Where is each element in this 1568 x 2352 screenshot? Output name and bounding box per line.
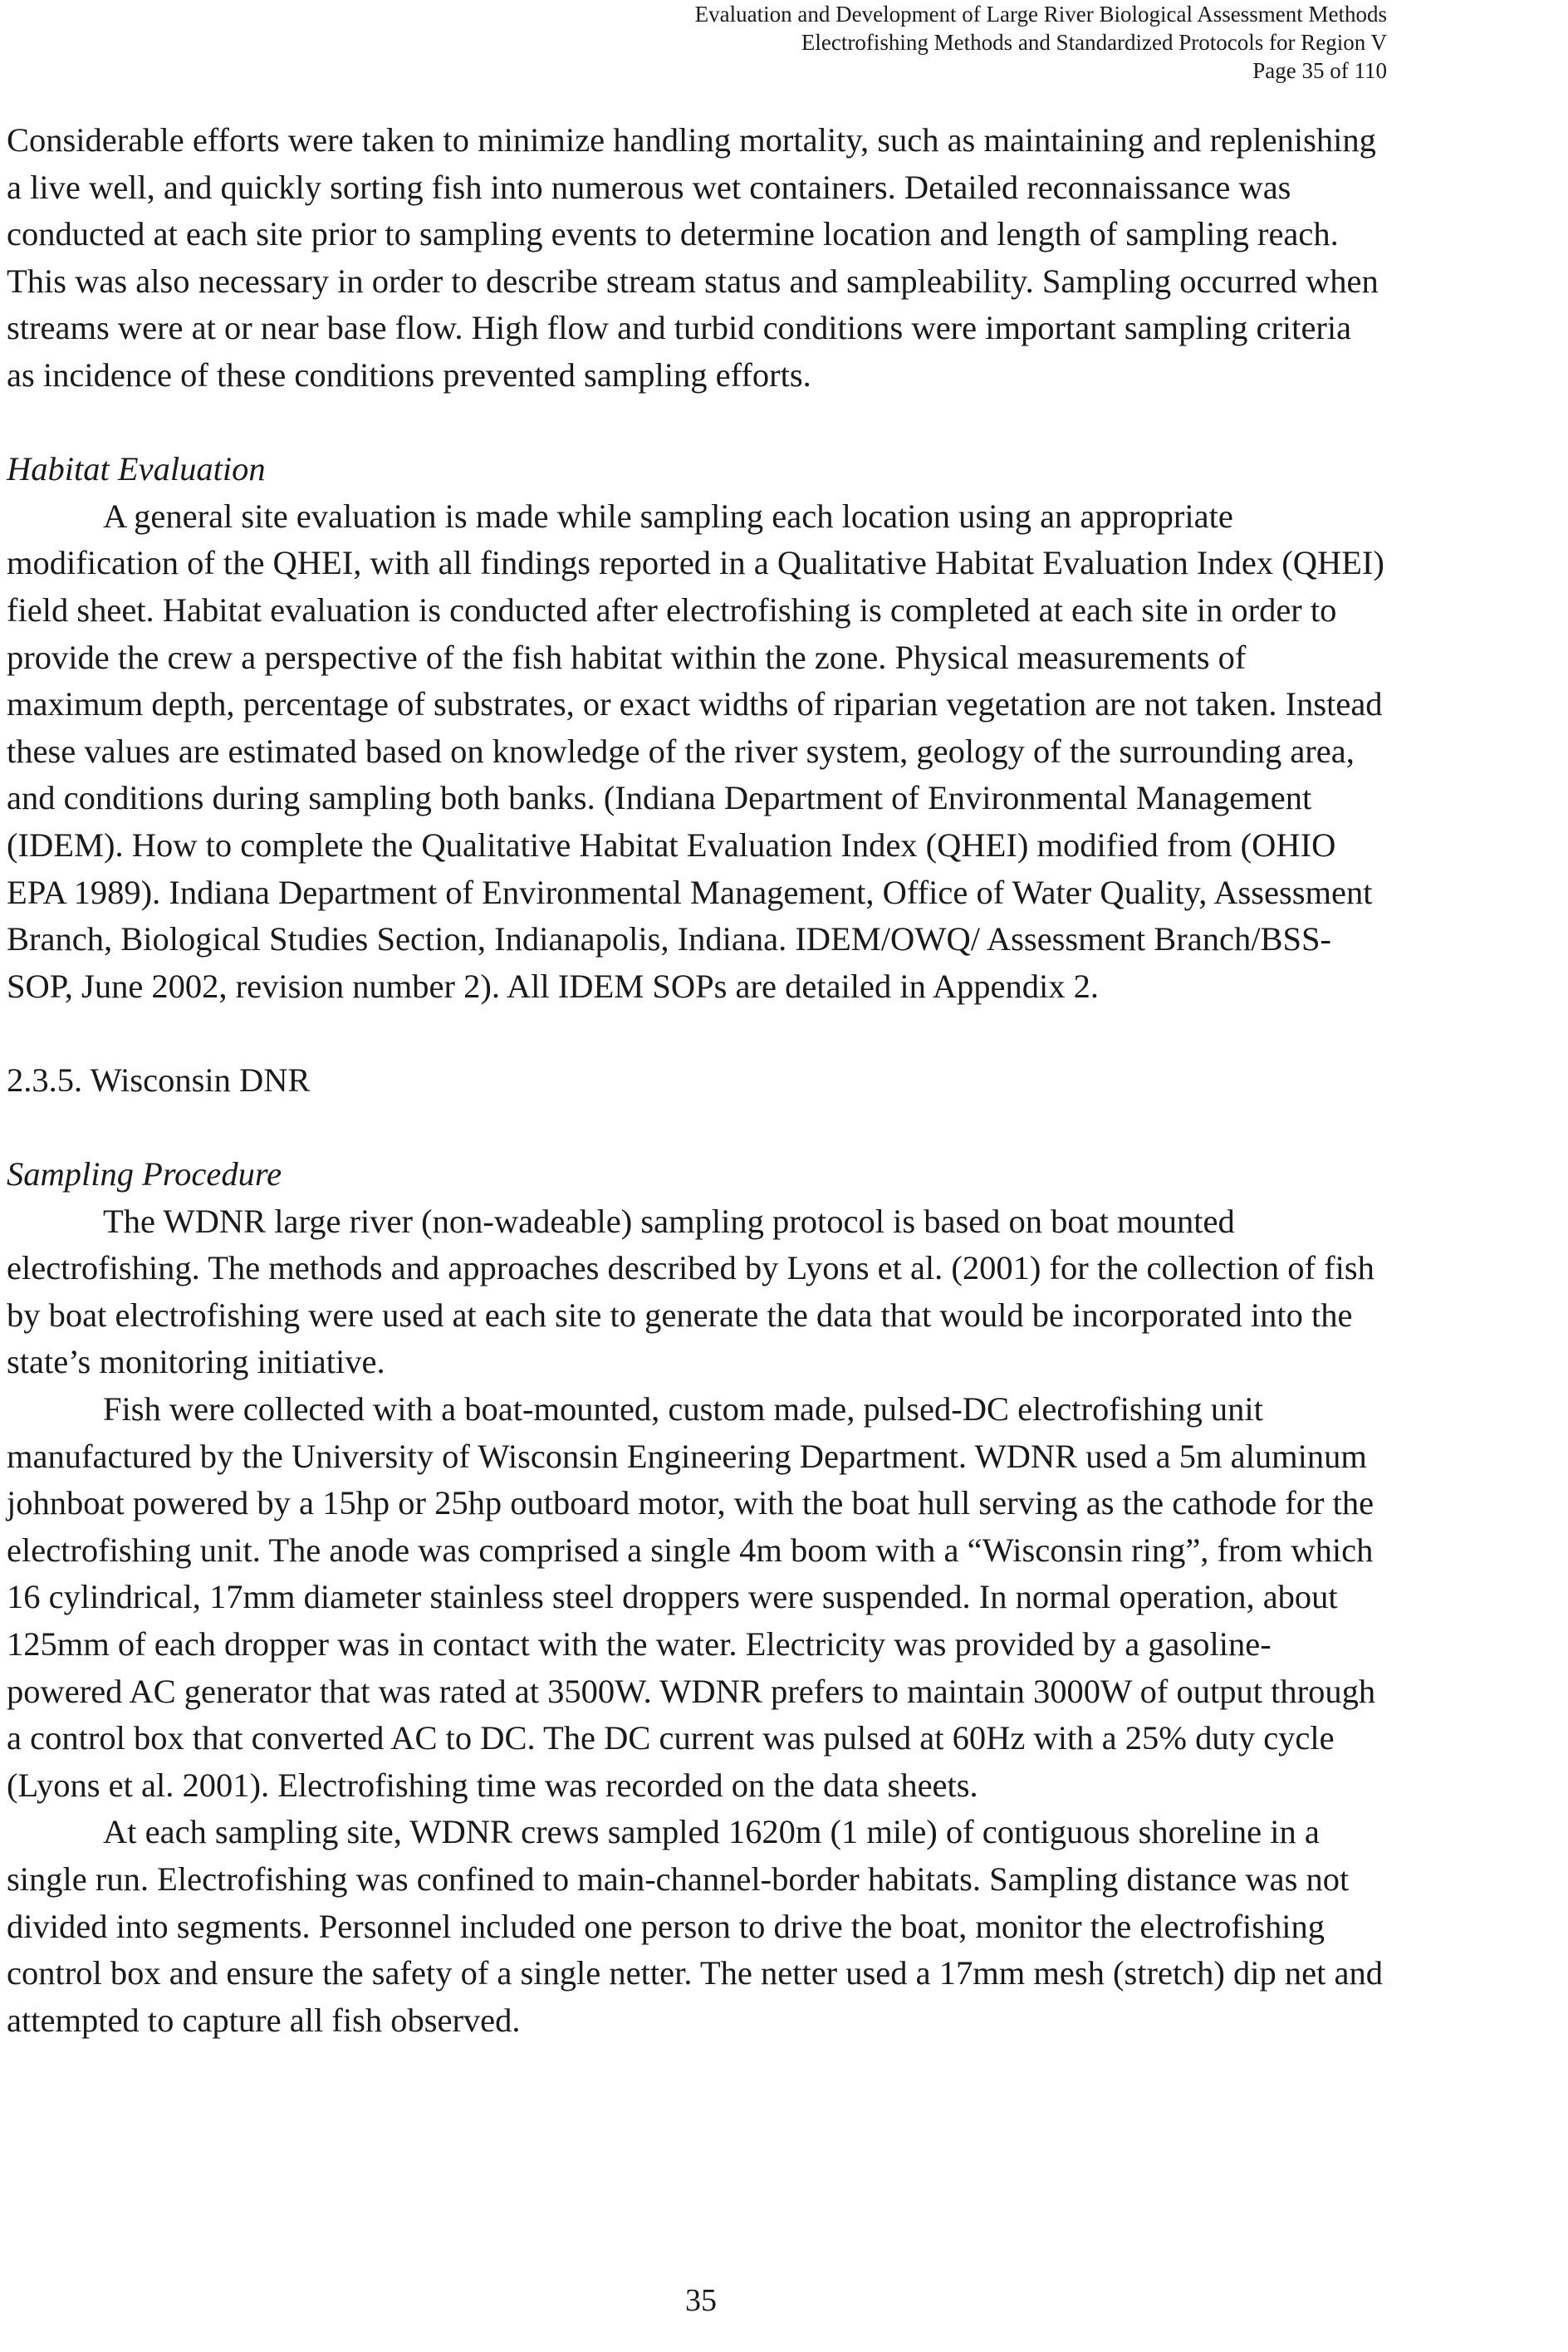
spacer	[7, 1104, 1385, 1151]
continued-paragraph: Considerable efforts were taken to minimize handling mortality, such as maintaining and replenishing a live well, and quickly sorting fish into numerous wet containers. Detailed reconnaissance was conducted at each site prior to sampling events to determine location and length of sampling reach. This was also necessary in order to describe stream status and sampleability. Sampling occurred when streams were at or near base flow. High flow and turbid conditions were important sampling criteria as incidence of these conditions prevented sampling efforts.	[7, 121, 1379, 394]
sampling-procedure-heading: Sampling Procedure	[7, 1155, 282, 1193]
spacer	[7, 1010, 1385, 1057]
running-header	[695, 0, 1387, 85]
header-title-line: Evaluation and Development of Large River Biological Assessment Methods	[694, 2, 1387, 27]
page-number-footer: 35	[685, 2283, 717, 2318]
sampling-paragraph-1: The WDNR large river (non-wadeable) sampling protocol is based on boat mounted electrofishing. The methods and approaches described by Lyons et al. (2001) for the collection of fish by boat electrofishing were used at each site to generate the data that would be incorporated into the state’s monitoring initiative.	[7, 1202, 1374, 1381]
spacer	[7, 399, 1385, 447]
header-page-label: Page 35 of 110	[1252, 58, 1387, 83]
header-subtitle-line: Electrofishing Methods and Standardized Protocols for Region V	[801, 30, 1387, 55]
habitat-evaluation-heading: Habitat Evaluation	[7, 450, 266, 488]
sampling-paragraph-3: At each sampling site, WDNR crews sampled 1620m (1 mile) of contiguous shoreline in a single run. Electrofishing was confined to main-channel-border habitats. Sampling distance was not divided into segments. Personnel included one person to drive the boat, monitor the electrofishing control box and ensure the safety of a single netter. The netter used a 17mm mesh (stretch) dip net and attempted to capture all fish observed.	[7, 1813, 1383, 2039]
sampling-paragraph-2: Fish were collected with a boat-mounted, custom made, pulsed-DC electrofishing unit manufactured by the University of Wisconsin Engineering Department. WDNR used a 5m aluminum johnboat powered by a 15hp or 25hp outboard motor, with the boat hull serving as the cathode for the electrofishing unit. The anode was comprised a single 4m boom with a “Wisconsin ring”, from which 16 cylindrical, 17mm diameter stainless steel droppers were suspended. In normal operation, about 125mm of each dropper was in contact with the water. Electricity was provided by a gasoline-powered AC generator that was rated at 3500W. WDNR prefers to maintain 3000W of output through a control box that converted AC to DC. The DC current was pulsed at 60Hz with a 25% duty cycle (Lyons et al. 2001). Electrofishing time was recorded on the data sheets.	[7, 1390, 1376, 1804]
habitat-evaluation-paragraph: A general site evaluation is made while sampling each location using an appropriate modification of the QHEI, with all findings reported in a Qualitative Habitat Evaluation Index (QHEI) field sheet. Habitat evaluation is conducted after electrofishing is completed at each site in order to provide the crew a perspective of the fish habitat within the zone. Physical measurements of maximum depth, percentage of substrates, or exact widths of riparian vegetation are not taken. Instead these values are estimated based on knowledge of the river system, geology of the surrounding area, and conditions during sampling both banks. (Indiana Department of Environmental Management (IDEM). How to complete the Qualitative Habitat Evaluation Index (QHEI) modified from (OHIO EPA 1989). Indiana Department of Environmental Management, Office of Water Quality, Assessment Branch, Biological Studies Section, Indianapolis, Indiana. IDEM/OWQ/ Assessment Branch/BSS-SOP, June 2002, revision number 2). All IDEM SOPs are detailed in Appendix 2.	[7, 497, 1384, 1005]
body-text	[7, 117, 1385, 2044]
section-heading: 2.3.5. Wisconsin DNR	[7, 1061, 311, 1099]
